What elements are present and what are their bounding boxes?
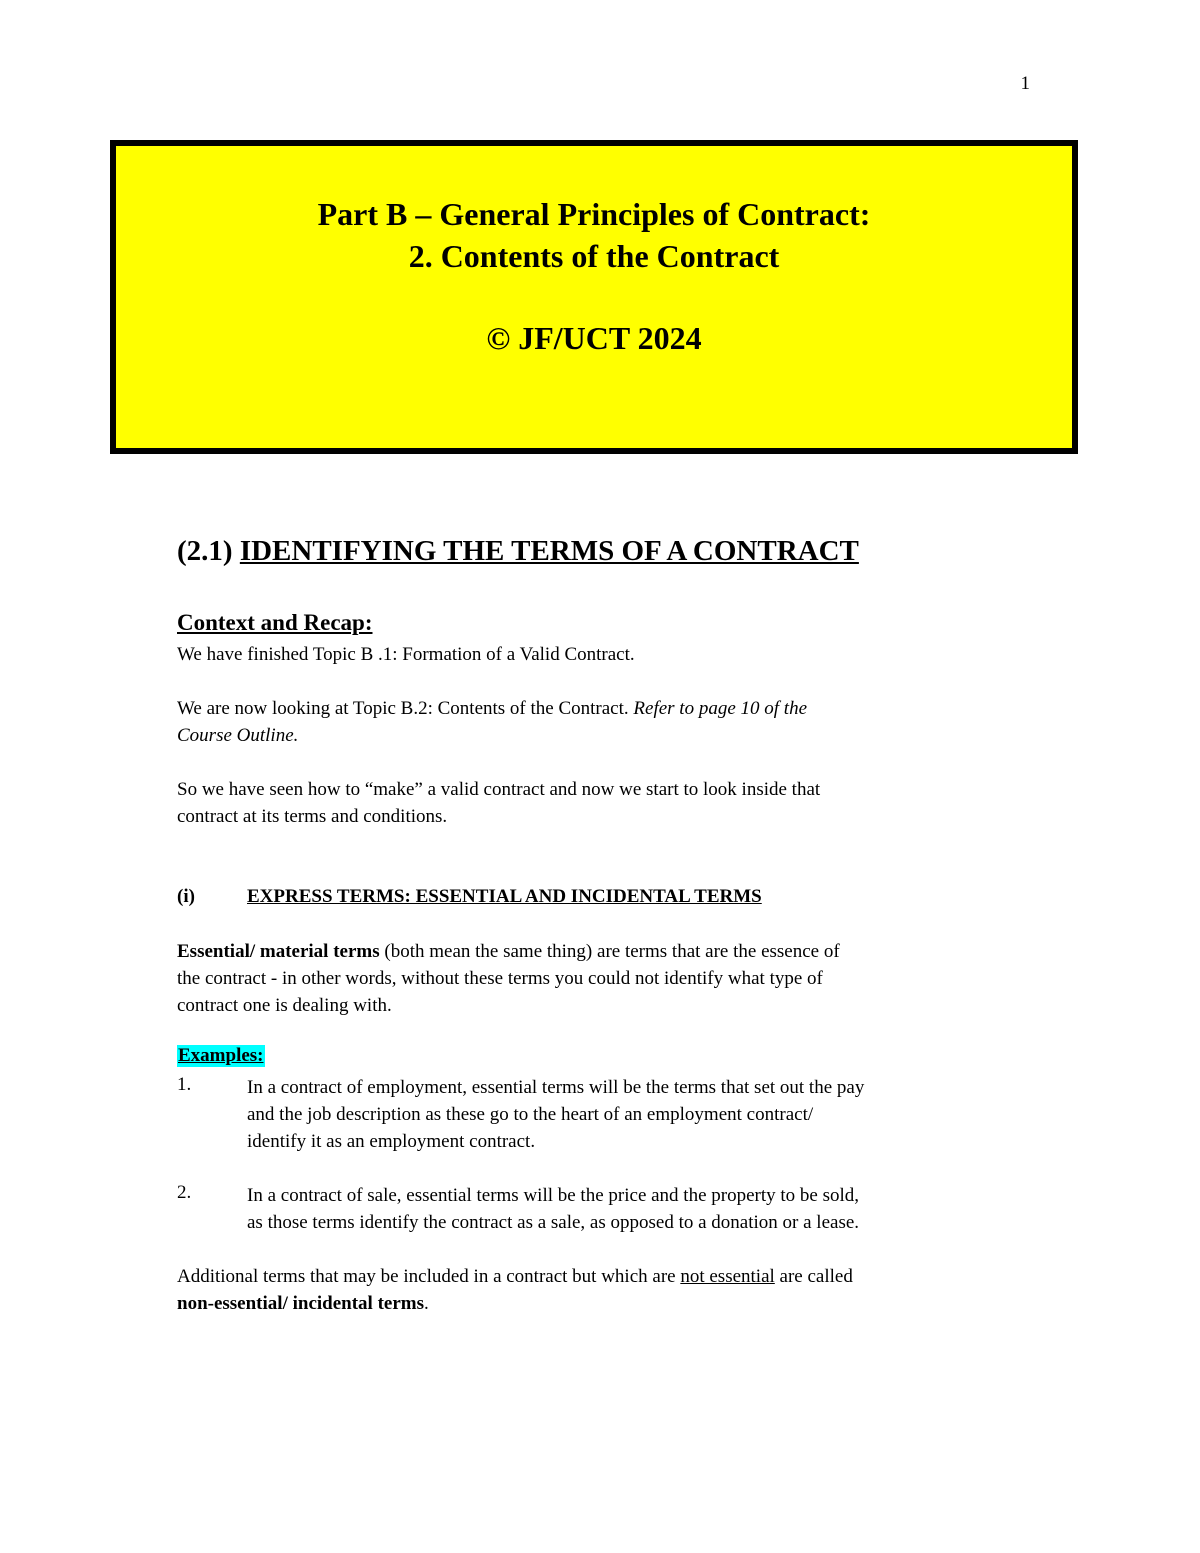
section-heading (177, 535, 859, 568)
subsection-numeral: (i) (177, 886, 195, 907)
incidental-line-1: Additional terms that may be included in a contract but which are not essential are called (177, 1266, 853, 1287)
definition-line-1: Essential/ material terms (both mean the same thing) are terms that are the essence of (177, 941, 840, 962)
context-paragraph-3 (177, 776, 820, 830)
context-paragraph-3-line-1: So we have seen how to “make” a valid contract and now we start to look inside that (177, 779, 821, 800)
copyright-line: © JF/UCT 2024 (486, 320, 702, 356)
incidental-terms-paragraph (177, 1263, 853, 1317)
section-title: IDENTIFYING THE TERMS OF A CONTRACT (239, 535, 859, 567)
definition-line-3: contract one is dealing with. (177, 995, 392, 1016)
context-heading: Context and Recap: (177, 610, 373, 635)
example-2-text: In a contract of sale, essential terms will be the price and the property to be sold, as those terms identify the contract as a sale, as opposed to a donation or a lease. (247, 1185, 860, 1233)
essential-terms-definition (177, 938, 840, 1019)
page-number: 1 (1020, 73, 1030, 94)
examples-label: Examples: (178, 1045, 264, 1066)
express-terms-heading: EXPRESS TERMS: ESSENTIAL AND INCIDENTAL TERMS (247, 886, 762, 907)
context-paragraph-3-line-2: contract at its terms and conditions. (177, 806, 448, 827)
example-1-text: In a contract of employment, essential terms will be the terms that set out the pay and the job description as these go to the heart of an employment contract/ identify it as an employment contract. (247, 1077, 865, 1152)
context-paragraph-2-line-1: We are now looking at Topic B.2: Contents of the Contract. Refer to page 10 of the (177, 698, 808, 719)
example-1-number: 1. (177, 1074, 192, 1095)
context-paragraph-1: We have finished Topic B .1: Formation of a Valid Contract. (177, 644, 635, 665)
incidental-line-2: non-essential/ incidental terms. (177, 1293, 429, 1314)
section-number: (2.1) (177, 535, 233, 567)
title-line-1: Part B – General Principles of Contract: (317, 196, 871, 232)
context-paragraph-2 (177, 695, 807, 749)
context-paragraph-2-line-2: Course Outline. (177, 725, 299, 746)
title-box (110, 140, 1078, 454)
example-2-number: 2. (177, 1182, 192, 1203)
title-line-2: 2. Contents of the Contract (408, 238, 780, 274)
definition-line-2: the contract - in other words, without these terms you could not identify what type of (177, 968, 823, 989)
